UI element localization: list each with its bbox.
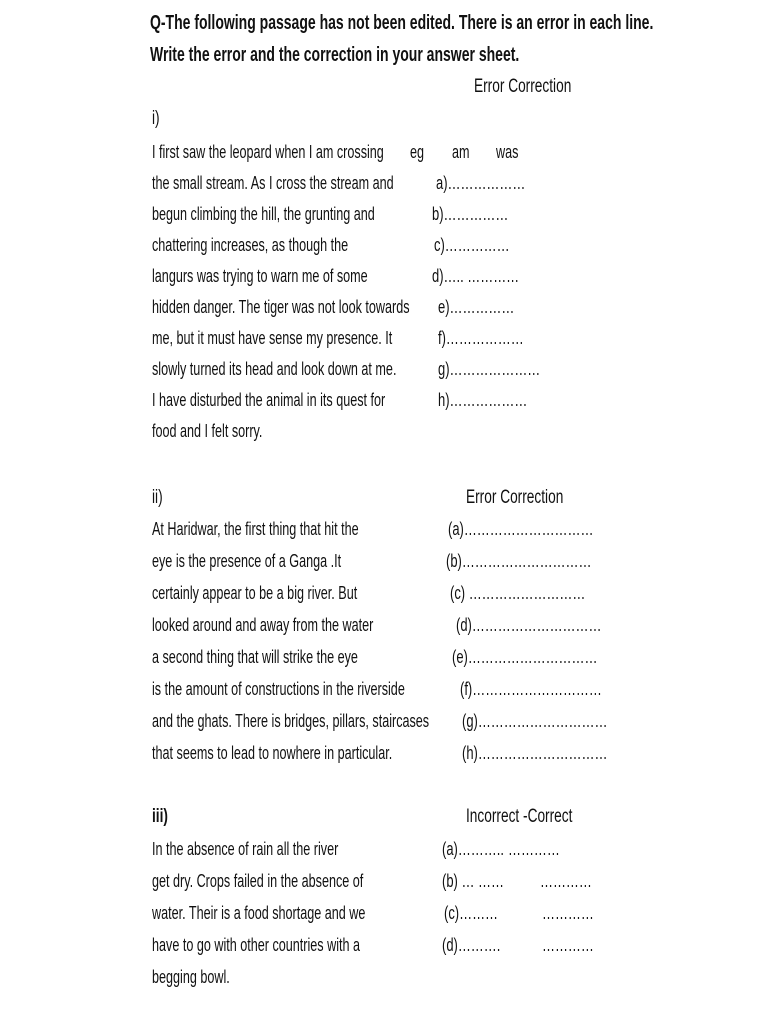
section2-line: At Haridwar, the first thing that hit the	[152, 519, 359, 539]
answer-blank: (f)…………………………	[460, 679, 602, 699]
section2-label: ii)	[152, 487, 163, 508]
answer-blank: (h)…………………………	[462, 743, 608, 763]
section1-line: slowly turned its head and look down at me.	[152, 359, 397, 379]
answer-blank: …………	[540, 871, 592, 891]
example-correction: was	[496, 142, 519, 162]
section2-line: is the amount of constructions in the riverside	[152, 679, 405, 699]
section3-line: get dry. Crops failed in the absence of	[152, 871, 364, 891]
answer-blank: h)………………	[438, 390, 528, 410]
answer-blank: d)….. …………	[432, 266, 520, 286]
answer-blank: …………	[508, 839, 560, 859]
section2-line: that seems to lead to nowhere in particular.	[152, 743, 393, 763]
section3-line: begging bowl.	[152, 967, 230, 987]
answer-blank: a)………………	[436, 173, 526, 193]
answer-blank: f)………………	[438, 328, 524, 348]
section1-line: I have disturbed the animal in its quest for	[152, 390, 386, 410]
answer-blank: b)……………	[432, 204, 509, 224]
section1-label: i)	[152, 108, 160, 129]
answer-blank: g)…………………	[438, 359, 541, 379]
section2-line: eye is the presence of a Ganga .It	[152, 551, 342, 571]
section3-line: In the absence of rain all the river	[152, 839, 339, 859]
answer-blank: (c)………	[444, 903, 498, 923]
section1-line: the small stream. As I cross the stream and	[152, 173, 394, 193]
section1-line: me, but it must have sense my presence. It	[152, 328, 393, 348]
answer-blank: …………	[542, 935, 594, 955]
section1-line: chattering increases, as though the	[152, 235, 349, 255]
section2-line: certainly appear to be a big river. But	[152, 583, 358, 603]
example-label: eg	[410, 142, 425, 162]
example-error: am	[452, 142, 470, 162]
answer-blank: (a)………..	[442, 839, 504, 859]
answer-blank: (c) ………………………	[450, 583, 586, 603]
answer-blank: (b) … ……	[442, 871, 504, 891]
answer-blank: (b)…………………………	[446, 551, 592, 571]
question-line-2: Write the error and the correction in your answer sheet.	[150, 44, 520, 66]
section2-line: looked around and away from the water	[152, 615, 374, 635]
section2-line: and the ghats. There is bridges, pillars, staircases	[152, 711, 430, 731]
answer-blank: c)……………	[434, 235, 510, 255]
answer-blank: …………	[542, 903, 594, 923]
answer-blank: (g)…………………………	[462, 711, 608, 731]
answer-blank: (d)…………………………	[456, 615, 602, 635]
section2-line: a second thing that will strike the eye	[152, 647, 358, 667]
answer-blank: (d)……….	[442, 935, 501, 955]
section2-header: Error Correction	[466, 487, 564, 508]
question-line-1: Q-The following passage has not been edited. There is an error in each line.	[150, 12, 654, 34]
section3-line: water. Their is a food shortage and we	[152, 903, 366, 923]
section3-label: iii)	[152, 806, 168, 827]
answer-blank: (e)…………………………	[452, 647, 598, 667]
answer-blank: (a)…………………………	[448, 519, 594, 539]
section3-header: Incorrect -Correct	[466, 806, 573, 827]
answer-blank: e)……………	[438, 297, 515, 317]
section1-line: hidden danger. The tiger was not look towards	[152, 297, 410, 317]
section3-line: have to go with other countries with a	[152, 935, 361, 955]
section1-line: I first saw the leopard when I am crossing	[152, 142, 384, 162]
section1-header: Error Correction	[474, 76, 572, 97]
section1-line: food and I felt sorry.	[152, 421, 263, 441]
section1-line: langurs was trying to warn me of some	[152, 266, 368, 286]
section1-line: begun climbing the hill, the grunting and	[152, 204, 375, 224]
